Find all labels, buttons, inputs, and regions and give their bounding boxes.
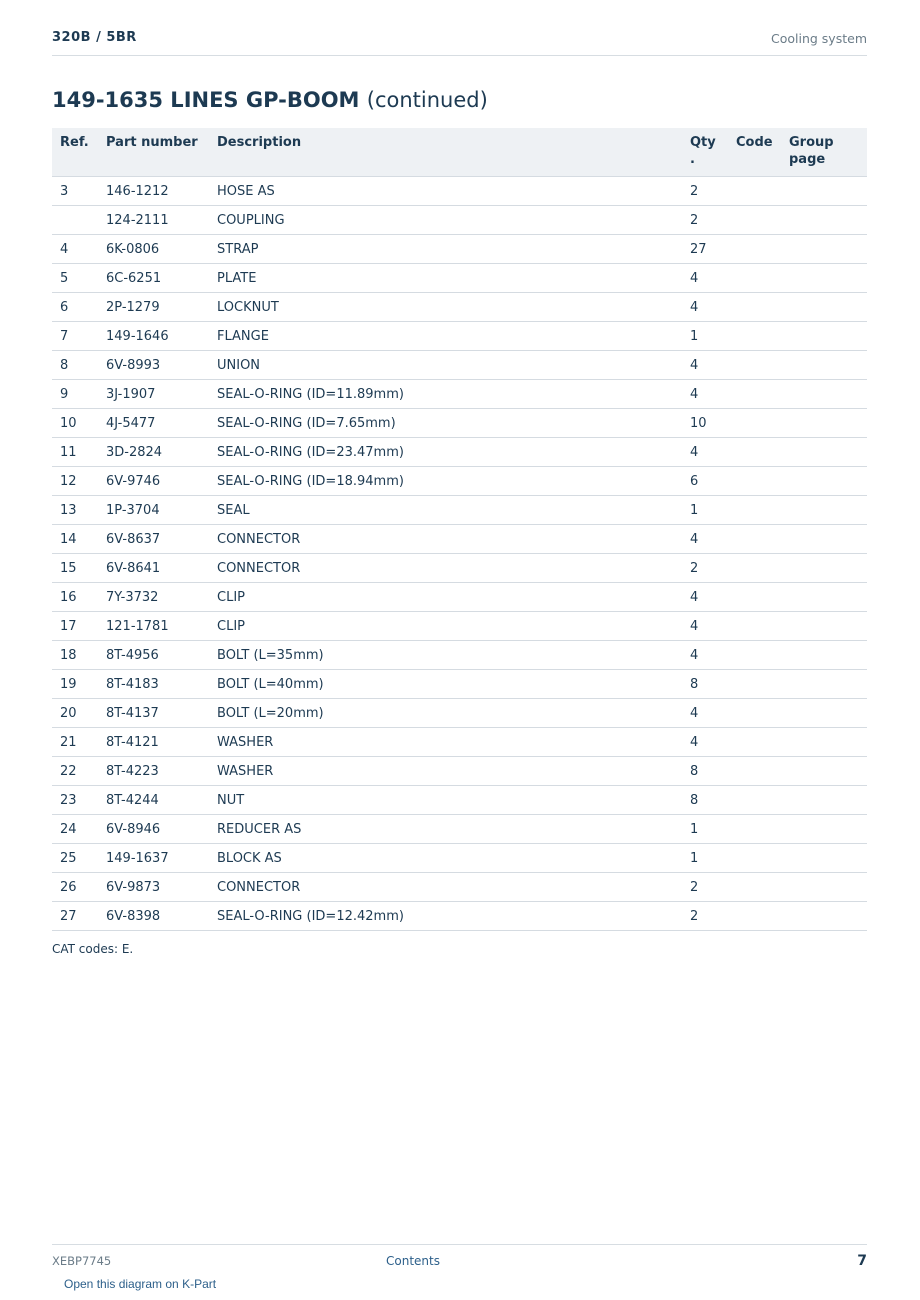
cell-part-number: 3D-2824 [98,438,209,467]
col-group-line2: page [789,152,826,167]
cell-code [728,264,781,293]
table-row [52,844,867,873]
cell-code [728,525,781,554]
cell-group-page [781,670,867,699]
cell-code [728,670,781,699]
cell-group-page [781,815,867,844]
cell-group-page [781,844,867,873]
col-qty [682,128,728,177]
cell-ref: 13 [52,496,98,525]
table-row [52,496,867,525]
cell-code [728,757,781,786]
cell-code [728,699,781,728]
cell-part-number: 6C-6251 [98,264,209,293]
table-row [52,293,867,322]
cell-description: SEAL-O-RING (ID=18.94mm) [209,467,682,496]
cell-ref: 26 [52,873,98,902]
cell-code [728,322,781,351]
cell-group-page [781,902,867,931]
cell-qty: 4 [682,641,728,670]
cell-qty: 1 [682,815,728,844]
cell-qty: 1 [682,496,728,525]
cell-ref: 23 [52,786,98,815]
cell-description: BOLT (L=20mm) [209,699,682,728]
col-code: Code [728,128,781,177]
cell-ref: 17 [52,612,98,641]
cell-qty: 1 [682,322,728,351]
table-row [52,699,867,728]
cell-qty: 4 [682,351,728,380]
cell-ref [52,206,98,235]
cell-group-page [781,467,867,496]
cell-group-page [781,351,867,380]
assembly-code: 149-1635 LINES GP-BOOM [52,88,360,112]
cell-part-number: 6V-9873 [98,873,209,902]
page-title [52,88,488,112]
cell-code [728,641,781,670]
cell-description: BLOCK AS [209,844,682,873]
cell-description: WASHER [209,757,682,786]
cell-ref: 4 [52,235,98,264]
table-row [52,641,867,670]
cell-group-page [781,525,867,554]
table-row [52,815,867,844]
cell-code [728,554,781,583]
cell-ref: 6 [52,293,98,322]
cell-group-page [781,438,867,467]
cell-part-number: 4J-5477 [98,409,209,438]
cell-qty: 4 [682,438,728,467]
cell-code [728,815,781,844]
cell-ref: 27 [52,902,98,931]
cell-qty: 1 [682,844,728,873]
cell-part-number: 3J-1907 [98,380,209,409]
cell-description: CONNECTOR [209,873,682,902]
table-row [52,873,867,902]
table-row [52,525,867,554]
table-row [52,467,867,496]
page-footer [52,1244,867,1275]
cell-group-page [781,409,867,438]
cell-ref: 19 [52,670,98,699]
table-row [52,206,867,235]
cell-part-number: 149-1637 [98,844,209,873]
cell-code [728,380,781,409]
cell-group-page [781,699,867,728]
cell-group-page [781,873,867,902]
cell-qty: 2 [682,206,728,235]
cell-group-page [781,293,867,322]
cell-code [728,235,781,264]
cell-qty: 4 [682,583,728,612]
cell-group-page [781,728,867,757]
table-row [52,902,867,931]
cell-ref: 21 [52,728,98,757]
cat-codes-note: CAT codes: E. [52,942,134,956]
cell-part-number: 1P-3704 [98,496,209,525]
cell-qty: 8 [682,670,728,699]
cell-group-page [781,496,867,525]
cell-qty: 2 [682,873,728,902]
cell-part-number: 8T-4121 [98,728,209,757]
cell-code [728,438,781,467]
cell-group-page [781,757,867,786]
cell-ref: 22 [52,757,98,786]
cell-part-number: 149-1646 [98,322,209,351]
cell-description: REDUCER AS [209,815,682,844]
cell-part-number: 6V-8993 [98,351,209,380]
cell-code [728,206,781,235]
table-header [52,128,867,177]
cell-description: HOSE AS [209,177,682,206]
cell-part-number: 8T-4223 [98,757,209,786]
col-group-page [781,128,867,177]
open-diagram-kpart-link[interactable]: Open this diagram on K-Part [64,1277,217,1291]
cell-code [728,496,781,525]
cell-group-page [781,786,867,815]
cell-part-number: 8T-4137 [98,699,209,728]
cell-description: SEAL-O-RING (ID=23.47mm) [209,438,682,467]
cell-code [728,583,781,612]
cell-part-number: 6V-8946 [98,815,209,844]
cell-description: PLATE [209,264,682,293]
table-row [52,612,867,641]
cell-code [728,293,781,322]
cell-qty: 27 [682,235,728,264]
cell-ref: 18 [52,641,98,670]
cell-part-number: 8T-4244 [98,786,209,815]
col-qty-line2: . [690,152,695,167]
document-id: XEBP7745 [52,1254,112,1268]
cell-qty: 4 [682,380,728,409]
cell-ref: 7 [52,322,98,351]
title-suffix: (continued) [366,88,488,112]
col-ref: Ref. [52,128,98,177]
cell-part-number: 8T-4956 [98,641,209,670]
cell-description: NUT [209,786,682,815]
table-row [52,264,867,293]
cell-description: WASHER [209,728,682,757]
cell-ref: 14 [52,525,98,554]
cell-qty: 8 [682,757,728,786]
cell-code [728,786,781,815]
table-row [52,351,867,380]
contents-link[interactable]: Contents [386,1254,440,1268]
cell-qty: 4 [682,728,728,757]
table-body [52,177,867,931]
cell-description: SEAL-O-RING (ID=11.89mm) [209,380,682,409]
cell-group-page [781,554,867,583]
cell-description: LOCKNUT [209,293,682,322]
cell-group-page [781,177,867,206]
cell-ref: 9 [52,380,98,409]
cell-ref: 20 [52,699,98,728]
cell-ref: 12 [52,467,98,496]
cell-qty: 8 [682,786,728,815]
cell-group-page [781,583,867,612]
cell-part-number: 121-1781 [98,612,209,641]
table-row [52,786,867,815]
cell-ref: 10 [52,409,98,438]
cell-description: CONNECTOR [209,554,682,583]
col-qty-line1: Qty [690,135,716,150]
cell-code [728,844,781,873]
cell-description: STRAP [209,235,682,264]
cell-group-page [781,264,867,293]
cell-code [728,902,781,931]
cell-ref: 5 [52,264,98,293]
cell-description: SEAL [209,496,682,525]
cell-description: CLIP [209,612,682,641]
cell-description: CLIP [209,583,682,612]
table-row [52,235,867,264]
cell-ref: 24 [52,815,98,844]
cell-description: CONNECTOR [209,525,682,554]
cell-description: FLANGE [209,322,682,351]
table-row [52,380,867,409]
cell-qty: 2 [682,554,728,583]
parts-table [52,128,867,931]
cell-description: SEAL-O-RING (ID=7.65mm) [209,409,682,438]
cell-code [728,409,781,438]
cell-description: SEAL-O-RING (ID=12.42mm) [209,902,682,931]
cell-qty: 4 [682,525,728,554]
cell-part-number: 7Y-3732 [98,583,209,612]
cell-group-page [781,641,867,670]
cell-part-number: 6V-8641 [98,554,209,583]
table-row [52,322,867,351]
table-row [52,583,867,612]
cell-ref: 15 [52,554,98,583]
cell-description: BOLT (L=40mm) [209,670,682,699]
cell-part-number: 6V-8637 [98,525,209,554]
table-row [52,177,867,206]
cell-code [728,351,781,380]
cell-group-page [781,380,867,409]
cell-ref: 8 [52,351,98,380]
cell-part-number: 124-2111 [98,206,209,235]
cell-part-number: 6K-0806 [98,235,209,264]
table-row [52,757,867,786]
cell-qty: 4 [682,699,728,728]
cell-qty: 2 [682,902,728,931]
page-header [52,28,867,56]
cell-part-number: 146-1212 [98,177,209,206]
cell-part-number: 6V-9746 [98,467,209,496]
cell-description: BOLT (L=35mm) [209,641,682,670]
table-row [52,554,867,583]
table-row [52,438,867,467]
cell-ref: 25 [52,844,98,873]
cell-description: COUPLING [209,206,682,235]
cell-qty: 2 [682,177,728,206]
section-name: Cooling system [771,31,867,46]
cell-group-page [781,206,867,235]
machine-model: 320B / 5BR [52,30,137,45]
cell-group-page [781,322,867,351]
cell-qty: 4 [682,612,728,641]
cell-part-number: 6V-8398 [98,902,209,931]
cell-code [728,873,781,902]
cell-code [728,728,781,757]
cell-qty: 6 [682,467,728,496]
col-description: Description [209,128,682,177]
cell-code [728,612,781,641]
cell-qty: 4 [682,264,728,293]
cell-description: UNION [209,351,682,380]
cell-code [728,177,781,206]
page-number: 7 [857,1253,867,1269]
table-row [52,409,867,438]
cell-qty: 10 [682,409,728,438]
cell-ref: 11 [52,438,98,467]
table-row [52,728,867,757]
cell-ref: 3 [52,177,98,206]
col-part-number: Part number [98,128,209,177]
cell-group-page [781,235,867,264]
cell-group-page [781,612,867,641]
col-group-line1: Group [789,135,834,150]
cell-qty: 4 [682,293,728,322]
cell-code [728,467,781,496]
cell-ref: 16 [52,583,98,612]
table-row [52,670,867,699]
cell-part-number: 2P-1279 [98,293,209,322]
cell-part-number: 8T-4183 [98,670,209,699]
